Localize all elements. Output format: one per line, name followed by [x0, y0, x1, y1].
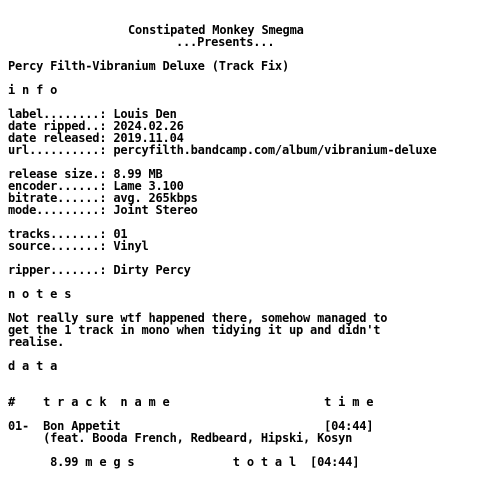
- info-ripper: ripper.......: Dirty Percy: [8, 263, 191, 277]
- info-tracks: tracks.......: 01: [8, 227, 128, 241]
- section-notes-heading: n o t e s: [8, 287, 72, 301]
- info-url: url..........: percyfilth.bandcamp.com/album/vibranium-deluxe: [8, 143, 437, 157]
- info-date-ripped: date ripped..: 2024.02.26: [8, 119, 184, 133]
- notes-line: realise.: [8, 335, 65, 349]
- notes-line: get the 1 track in mono when tidying it up and didn't: [8, 323, 381, 337]
- presents-line: ...Presents...: [176, 35, 275, 49]
- section-data-heading: d a t a: [8, 359, 58, 373]
- tracklist-total: 8.99 m e g s t o t a l [04:44]: [8, 455, 360, 469]
- info-mode: mode.........: Joint Stereo: [8, 203, 198, 217]
- info-encoder: encoder......: Lame 3.100: [8, 179, 184, 193]
- tracklist-header: # t r a c k n a m e t i m e: [8, 395, 374, 409]
- info-bitrate: bitrate......: avg. 265kbps: [8, 191, 198, 205]
- section-info-heading: i n f o: [8, 83, 58, 97]
- track-row: 01- Bon Appetit [04:44]: [8, 419, 374, 433]
- release-title: Percy Filth-Vibranium Deluxe (Track Fix): [8, 59, 289, 73]
- track-row-featuring: (feat. Booda French, Redbeard, Hipski, Kosyn: [8, 431, 353, 445]
- info-source: source.......: Vinyl: [8, 239, 149, 253]
- info-date-released: date released: 2019.11.04: [8, 131, 184, 145]
- info-release-size: release size.: 8.99 MB: [8, 167, 163, 181]
- notes-line: Not really sure wtf happened there, somehow managed to: [8, 311, 388, 325]
- group-name: Constipated Monkey Smegma: [128, 23, 304, 37]
- info-label: label........: Louis Den: [8, 107, 177, 121]
